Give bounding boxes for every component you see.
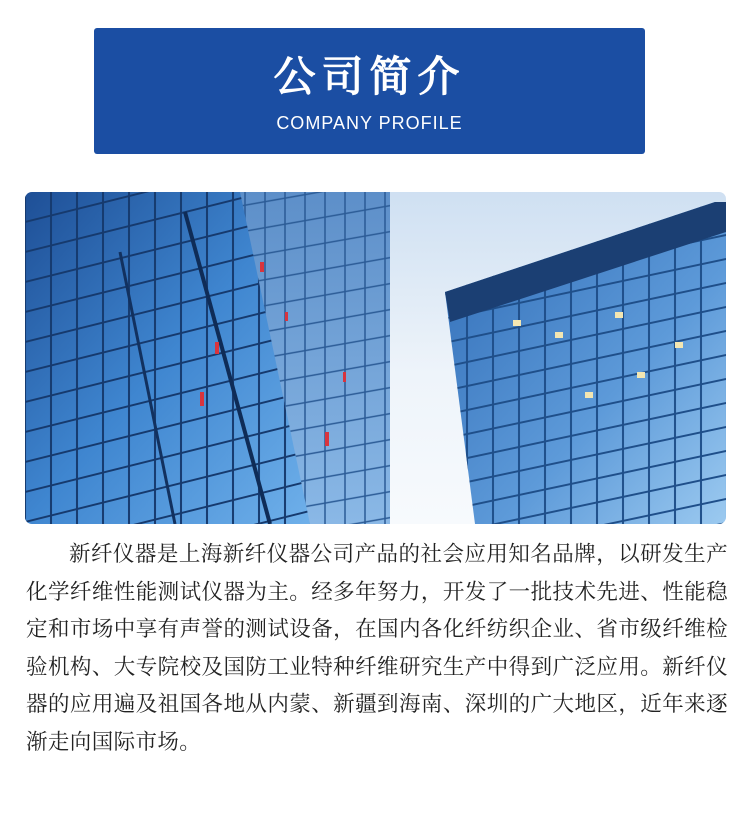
company-intro-paragraph: 新纤仪器是上海新纤仪器公司产品的社会应用知名品牌，以研发生产化学纤维性能测试仪器为主。经多年努力，开发了一批技术先进、性能稳定和市场中享有声誉的测试设备，在国内各化纤纺织企业、省市级纤维检验机构、大专院校及国防工业特种纤维研究生产中得到广泛应用。新纤仪器的应用遍及祖国各地从内蒙、新疆到海南、深圳的广大地区，近年来逐渐走向国际市场。: [26, 542, 728, 755]
building-photo: [25, 192, 726, 524]
title-banner: [94, 28, 645, 154]
building-icon: [25, 192, 726, 524]
page-title: 公司简介: [273, 52, 466, 101]
page-subtitle: COMPANY PROFILE: [276, 113, 463, 133]
